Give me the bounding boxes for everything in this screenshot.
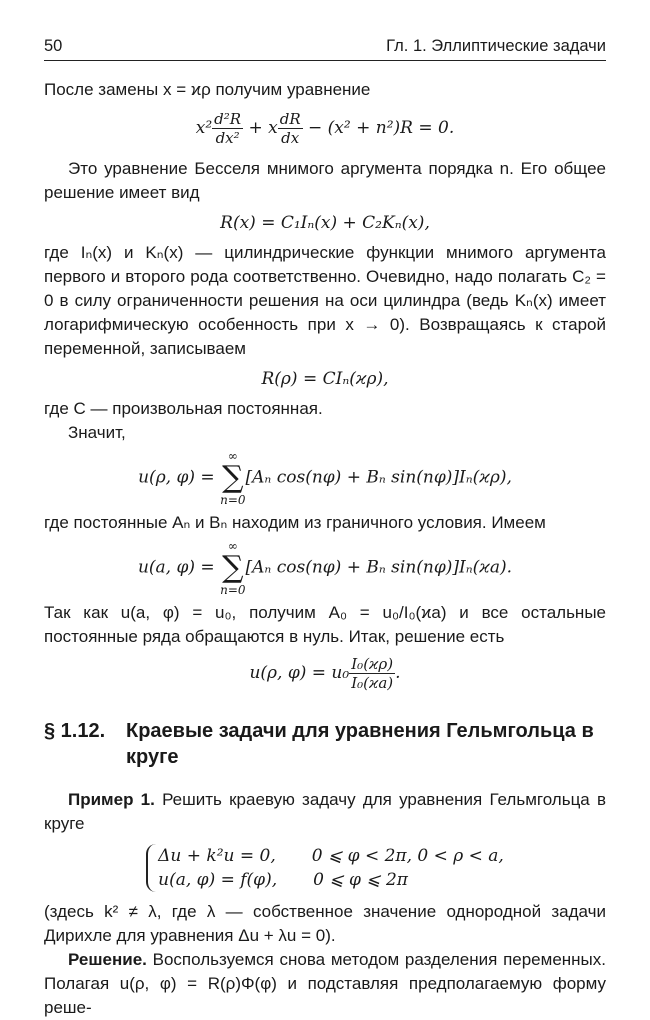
solution-label: Решение. bbox=[68, 950, 147, 969]
equation-solution: u(ρ, φ) = u₀ $\frac{\text{I₀(ϰρ)}}{\text{I₀(ϰa)}}$ . bbox=[249, 655, 401, 692]
paragraph-therefore: Значит, bbox=[68, 423, 126, 442]
paragraph-cylindrical-functions: где Iₙ(x) и Kₙ(x) — цилиндрические функции мнимого аргумента первого и второго рода соответственно. Очевидно, надо полагать C₂ = 0 в силу ограниченности решения на оси цилиндра (ведь Kₙ(x) имеет логарифмическую особенность при x → 0). Возвращаясь к старой переменной, записываем bbox=[44, 243, 606, 358]
paragraph-solution: Решение. Воспользуемся снова методом разделения переменных. Полагая u(ρ, φ) = R(ρ)Φ(φ) и подставляя предполагаемую форму реше- bbox=[44, 950, 606, 1017]
equation-r-rho: R(ρ) = CIₙ(ϰρ), bbox=[261, 369, 389, 389]
fraction-bessel-ratio: $\frac{\text{I₀(ϰρ)}}{\text{I₀(ϰa)}}$ bbox=[351, 655, 394, 692]
page-number: 50 bbox=[44, 37, 63, 55]
paragraph-example: Пример 1. Решить краевую задачу для уравнения Гельмгольца в круге bbox=[44, 790, 606, 833]
section-heading bbox=[44, 718, 606, 770]
paragraph-constant: где C — произвольная постоянная. bbox=[44, 399, 323, 418]
sum-sign: ∞ ∑ n=0 bbox=[220, 539, 246, 597]
paragraph-coefficients: Так как u(a, φ) = u₀, получим A₀ = u₀/I₀(ϰa) и все остальные постоянные ряда обращаются в нуль. Итак, решение есть bbox=[44, 603, 606, 646]
equation-system bbox=[44, 844, 606, 892]
paragraph-boundary-condition: где постоянные Aₙ и Bₙ находим из граничного условия. Имеем bbox=[44, 513, 546, 532]
paragraph-remark: (здесь k² ≠ λ, где λ — собственное значение однородной задачи Дирихле для уравнения Δu + λu = 0). bbox=[44, 902, 606, 945]
paragraph-bessel: Это уравнение Бесселя мнимого аргумента порядка n. Его общее решение имеет вид bbox=[44, 159, 606, 202]
equation-bessel-ode: x² $\frac{\text{d²R}}{\text{dx²}}$ + x $\frac{dR}{dx}$ − (x² + n²)R = 0. bbox=[195, 110, 455, 147]
system-line-1: Δu + k²u = 0, 0 ⩽ φ < 2π, 0 < ρ < a, bbox=[158, 846, 504, 866]
section-number: § 1.12. bbox=[44, 720, 106, 742]
fraction-dr: $\frac{dR}{dx}$ bbox=[279, 110, 301, 147]
equation-general-solution: R(x) = C₁Iₙ(x) + C₂Kₙ(x), bbox=[220, 213, 430, 233]
sum-sign: ∞ ∑ n=0 bbox=[220, 449, 246, 507]
page-body bbox=[44, 78, 606, 1020]
fraction-d2r: $\frac{\text{d²R}}{\text{dx²}}$ bbox=[214, 110, 242, 147]
running-header bbox=[44, 34, 606, 61]
section-title: Краевые задачи для уравнения Гельмгольца в круге bbox=[126, 720, 594, 768]
system-line-2: u(a, φ) = f(φ), 0 ⩽ φ ⩽ 2π bbox=[158, 870, 408, 890]
chapter-title: Гл. 1. Эллиптические задачи bbox=[386, 37, 606, 55]
system-brace bbox=[146, 844, 504, 892]
paragraph-substitution: После замены x = ϰρ получим уравнение bbox=[44, 80, 371, 99]
equation-series-rho: u(ρ, φ) = ∞ ∑ n=0 [Aₙ cos(nφ) + Bₙ sin(nφ)]Iₙ(ϰρ), bbox=[138, 449, 512, 507]
equation-series-a: u(a, φ) = ∞ ∑ n=0 [Aₙ cos(nφ) + Bₙ sin(nφ)]Iₙ(ϰa). bbox=[137, 539, 513, 597]
example-label: Пример 1. bbox=[68, 790, 155, 809]
